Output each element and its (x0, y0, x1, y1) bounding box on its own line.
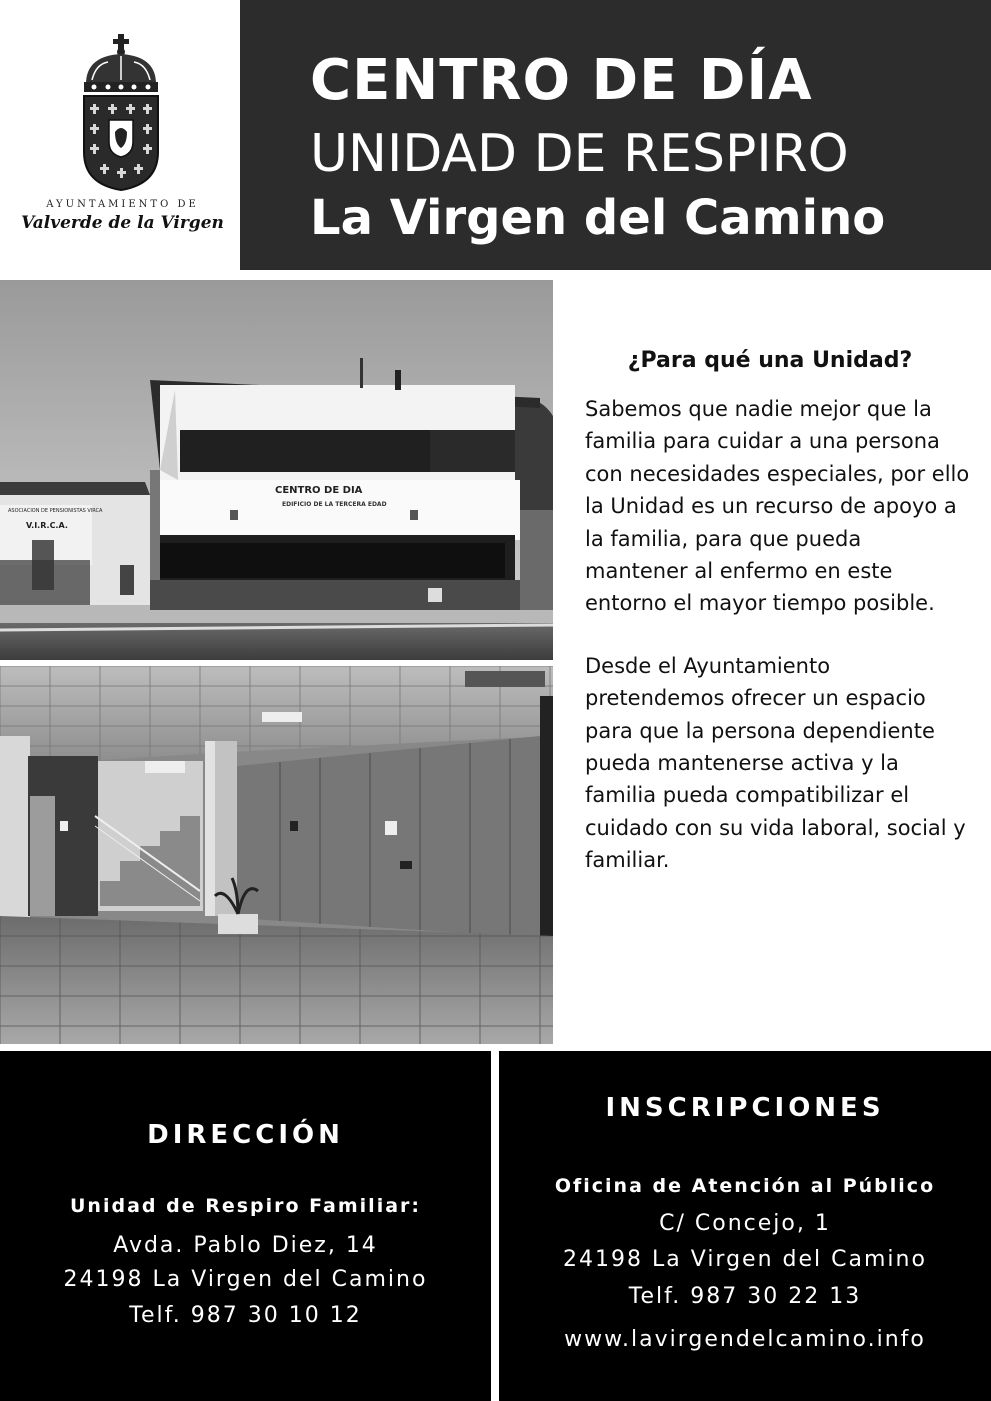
inscripciones-address: C/ Concejo, 1 (659, 1211, 831, 1236)
side-sign-small: ASOCIACION DE PENSIONISTAS VIRCA (8, 508, 103, 514)
direccion-panel (0, 1051, 491, 1401)
paragraph-purpose: Sabemos que nadie mejor que la familia para cuidar a una persona con necesidades especiales, por ello la Unidad es un recurso de apoyo a la familia, para que pueda mantener al enfermo en este entorno el mayor tiempo posible. (585, 397, 970, 616)
title-line-2: UNIDAD DE RESPIRO (310, 124, 849, 184)
info-text-column (585, 348, 970, 877)
side-sign: V.I.R.C.A. (26, 521, 68, 530)
title-line-3: La Virgen del Camino (310, 190, 886, 246)
building-sign-line1: CENTRO DE DIA (275, 485, 363, 496)
inscripciones-phone: Telf. 987 30 22 13 (628, 1284, 862, 1309)
inscripciones-city: 24198 La Virgen del Camino (563, 1247, 927, 1272)
inscripciones-panel (499, 1051, 991, 1401)
direccion-heading: DIRECCIÓN (147, 1120, 344, 1150)
logo-caption-top: AYUNTAMIENTO DE (46, 199, 199, 210)
title-line-1: CENTRO DE DÍA (310, 48, 813, 113)
direccion-city: 24198 La Virgen del Camino (63, 1267, 428, 1292)
municipal-logo (0, 0, 240, 270)
interior-hall-photo (0, 666, 553, 1044)
logo-caption-name: Valverde de la Virgen (21, 213, 224, 233)
paragraph-ayuntamiento: Desde el Ayuntamiento pretendemos ofrecer un espacio para que la persona dependiente pueda mantenerse activa y la familia pueda compatibilizar el cuidado con su vida laboral, social y familiar. (585, 653, 966, 873)
section-question: ¿Para qué una Unidad? (627, 348, 913, 373)
inscripciones-website[interactable]: www.lavirgendelcamino.info (564, 1327, 926, 1352)
coat-of-arms-icon (78, 34, 164, 194)
title-banner (240, 0, 991, 270)
direccion-name: Unidad de Respiro Familiar: (70, 1195, 421, 1217)
direccion-address: Avda. Pablo Diez, 14 (113, 1233, 378, 1258)
direccion-phone: Telf. 987 30 10 12 (129, 1303, 362, 1328)
exterior-building-photo (0, 280, 553, 660)
building-sign-line2: EDIFICIO DE LA TERCERA EDAD (282, 501, 387, 508)
inscripciones-heading: INSCRIPCIONES (605, 1093, 885, 1123)
inscripciones-office: Oficina de Atención al Público (554, 1175, 936, 1197)
